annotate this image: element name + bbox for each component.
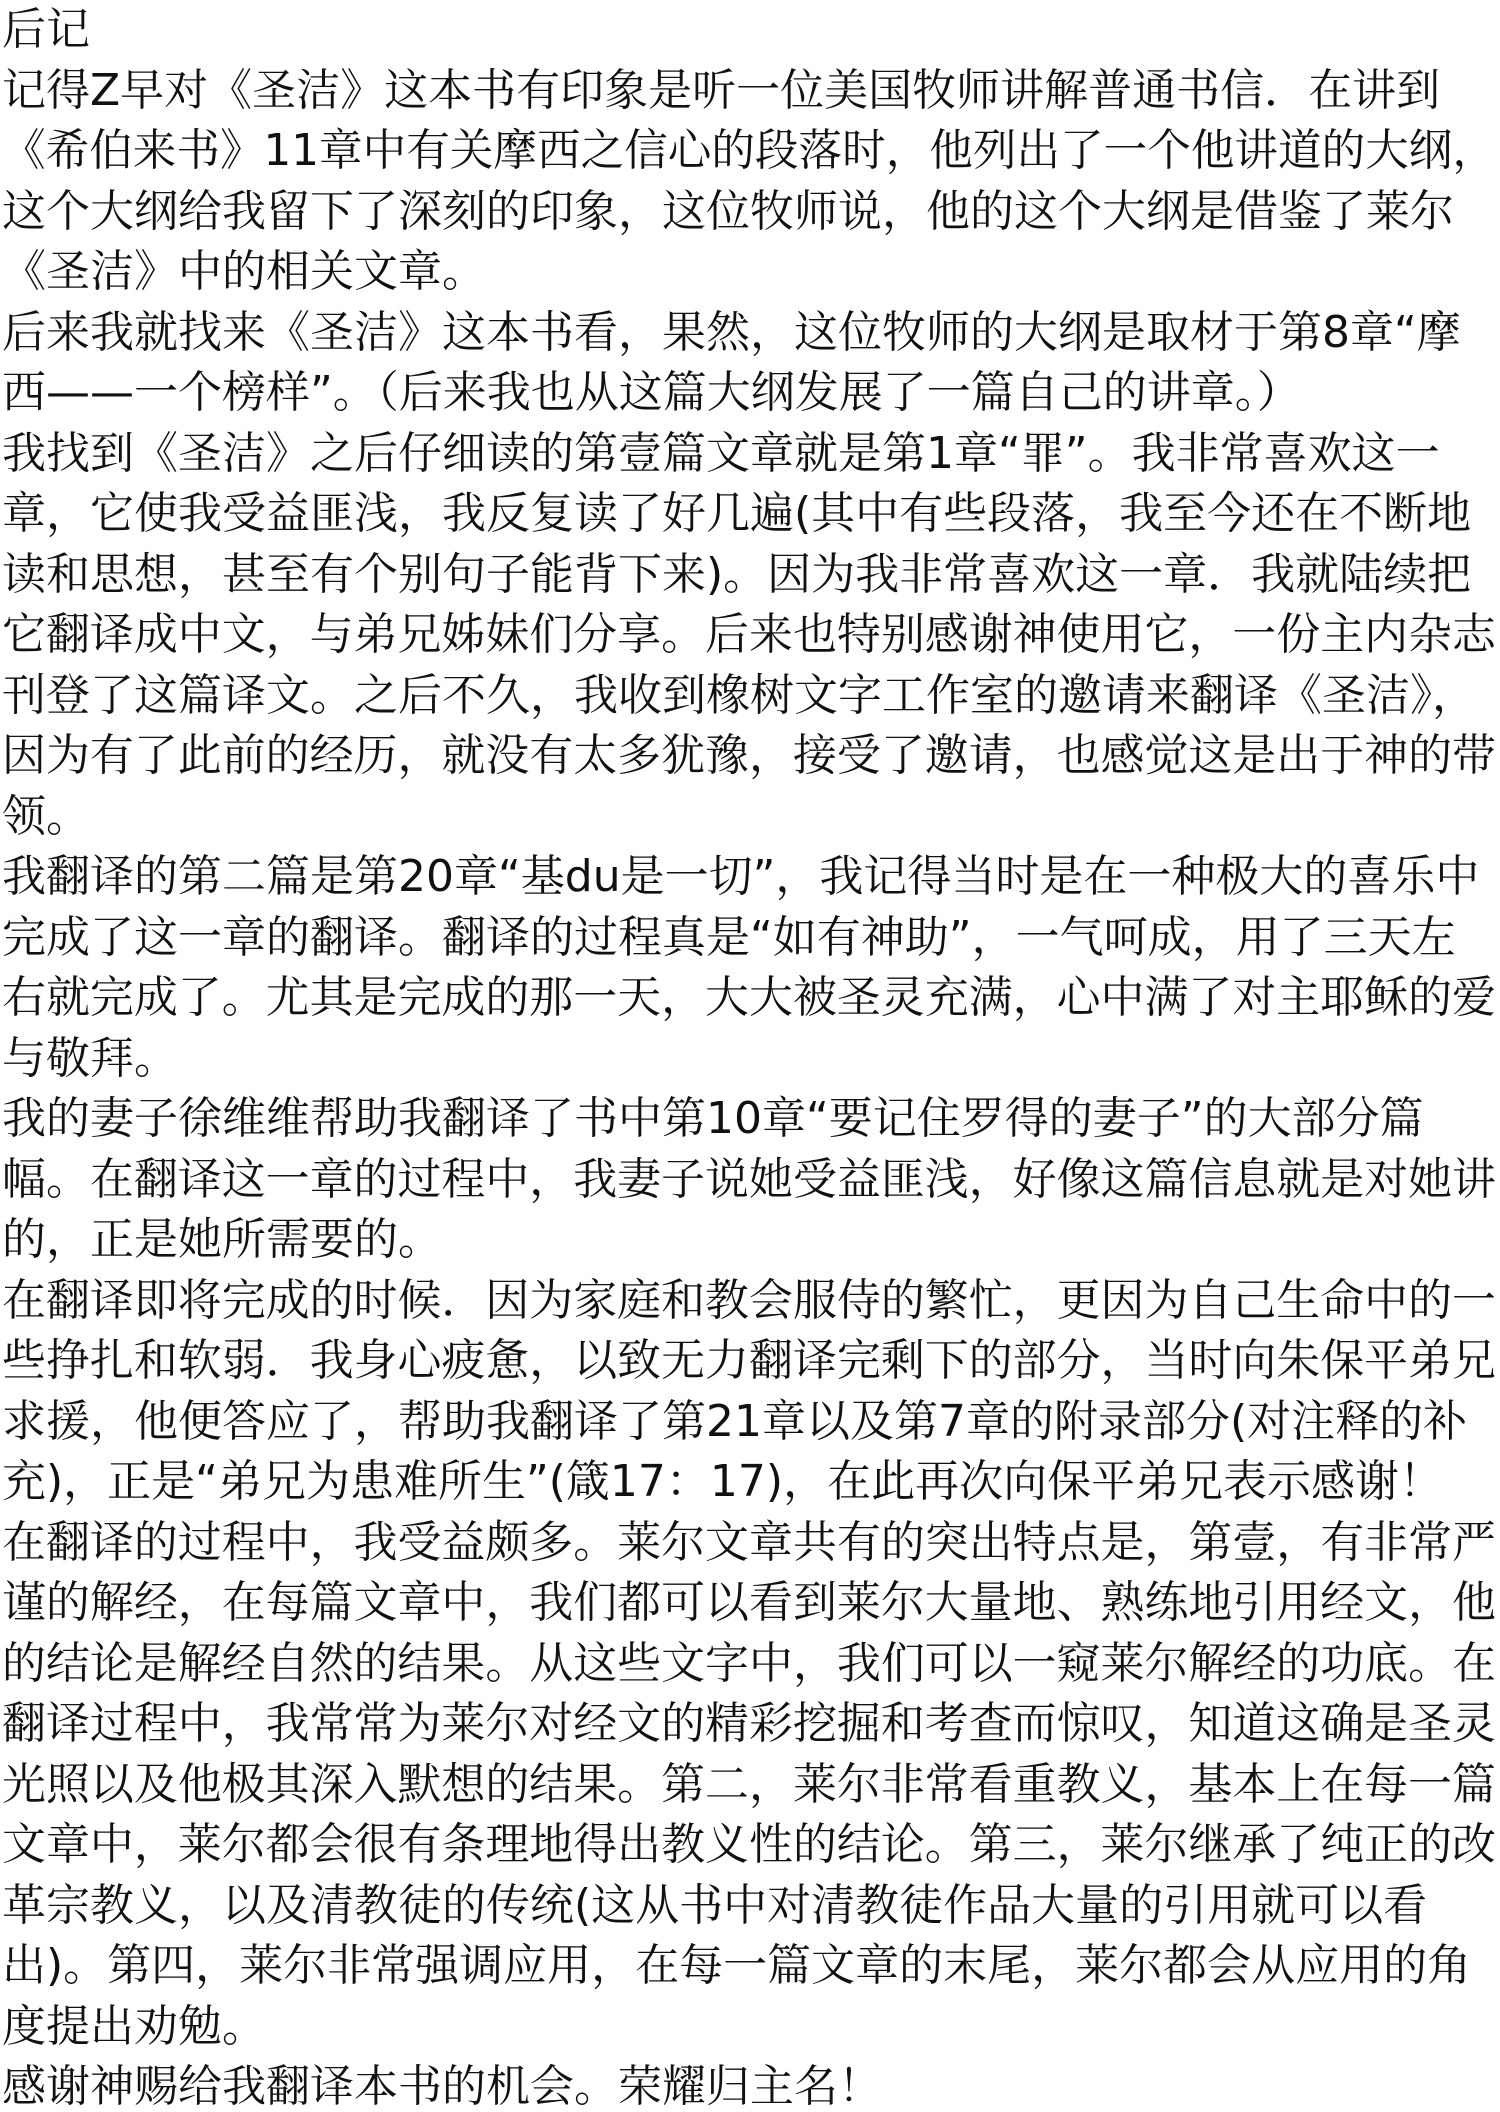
text-line: 谨的解经，在每篇文章中，我们都可以看到莱尔大量地、熟练地引用经文，他 xyxy=(2,1577,1496,1628)
text-line: 的结论是解经自然的结果。从这些文字中，我们可以一窥莱尔解经的功底。在 xyxy=(2,1637,1496,1689)
text-line: 西——一个榜样”。（后来我也从这篇大纲发展了一篇自己的讲章。） xyxy=(2,367,1301,418)
text-line: 在翻译即将完成的时候．因为家庭和教会服侍的繁忙，更因为自己生命中的一 xyxy=(2,1274,1496,1326)
text-line: 些挣扎和软弱．我身心疲惫，以致无力翻译完剩下的部分，当时向朱保平弟兄 xyxy=(2,1335,1496,1386)
text-line: 《圣洁》中的相关文章。 xyxy=(2,246,486,297)
text-line: 领。 xyxy=(2,790,90,842)
text-line: 的，正是她所需要的。 xyxy=(2,1214,442,1265)
text-line: 我找到《圣洁》之后仔细读的第壹篇文章就是第1章“罪”。我非常喜欢这一 xyxy=(2,427,1440,479)
text-line: 后来我就找来《圣洁》这本书看，果然，这位牧师的大纲是取材于第8章“摩 xyxy=(2,306,1461,358)
text-line: 这个大纲给我留下了深刻的印象，这位牧师说，他的这个大纲是借鉴了莱尔 xyxy=(2,185,1454,237)
text-line: 章，它使我受益匪浅，我反复读了好几遍(其中有些段落，我至今还在不断地 xyxy=(2,488,1472,539)
text-line: 求援，他便答应了，帮助我翻译了第21章以及第7章的附录部分(对注释的补 xyxy=(2,1395,1468,1447)
text-line: 我翻译的第二篇是第20章“基du是一切”，我记得当时是在一种极大的喜乐中 xyxy=(2,851,1480,902)
text-line: 记得Z早对《圣洁》这本书有印象是听一位美国牧师讲解普通书信．在讲到 xyxy=(2,64,1441,116)
text-line: 在翻译的过程中，我受益颇多。莱尔文章共有的突出特点是，第壹，有非常严 xyxy=(2,1516,1496,1568)
text-line: 完成了这一章的翻译。翻译的过程真是“如有神助”，一气呵成，用了三天左 xyxy=(2,911,1456,963)
text-line: 右就完成了。尤其是完成的那一天，大大被圣灵充满，心中满了对主耶稣的爱 xyxy=(2,972,1496,1023)
text-line: 因为有了此前的经历，就没有太多犹豫，接受了邀请，也感觉这是出于神的带 xyxy=(2,730,1496,781)
text-line: 《希伯来书》11章中有关摩西之信心的段落时，他列出了一个他讲道的大纲， xyxy=(2,125,1496,176)
text-line: 幅。在翻译这一章的过程中，我妻子说她受益匪浅，好像这篇信息就是对她讲 xyxy=(2,1153,1496,1205)
text-line: 出)。第四，莱尔非常强调应用，在每一篇文章的末尾，莱尔都会从应用的角 xyxy=(2,1940,1472,1991)
document-title: 后记 xyxy=(2,4,90,55)
text-line: 度提出劝勉。 xyxy=(2,2000,266,2052)
text-line: 与敬拜。 xyxy=(2,1032,178,1084)
text-line: 感谢神赐给我翻译本书的机会。荣耀归主名！ xyxy=(2,2061,882,2112)
text-line: 读和思想，甚至有个别句子能背下来)。因为我非常喜欢这一章．我就陆续把 xyxy=(2,548,1472,600)
text-line: 充)，正是“弟兄为患难所生”(箴17：17)，在此再次向保平弟兄表示感谢！ xyxy=(2,1456,1444,1507)
text-line: 文章中，莱尔都会很有条理地得出教义性的结论。第三，莱尔继承了纯正的改 xyxy=(2,1819,1496,1870)
text-line: 光照以及他极其深入默想的结果。第二，莱尔非常看重教义，基本上在每一篇 xyxy=(2,1758,1496,1810)
text-line: 刊登了这篇译文。之后不久，我收到橡树文字工作室的邀请来翻译《圣洁》， xyxy=(2,669,1476,721)
text-line: 革宗教义，以及清教徒的传统(这从书中对清教徒作品大量的引用就可以看 xyxy=(2,1879,1428,1931)
text-line: 我的妻子徐维维帮助我翻译了书中第10章“要记住罗得的妻子”的大部分篇 xyxy=(2,1093,1424,1144)
text-line: 翻译过程中，我常常为莱尔对经文的精彩挖掘和考查而惊叹，知道这确是圣灵 xyxy=(2,1698,1496,1749)
text-line: 它翻译成中文，与弟兄姊妹们分享。后来也特别感谢神使用它，一份主内杂志 xyxy=(2,609,1496,660)
